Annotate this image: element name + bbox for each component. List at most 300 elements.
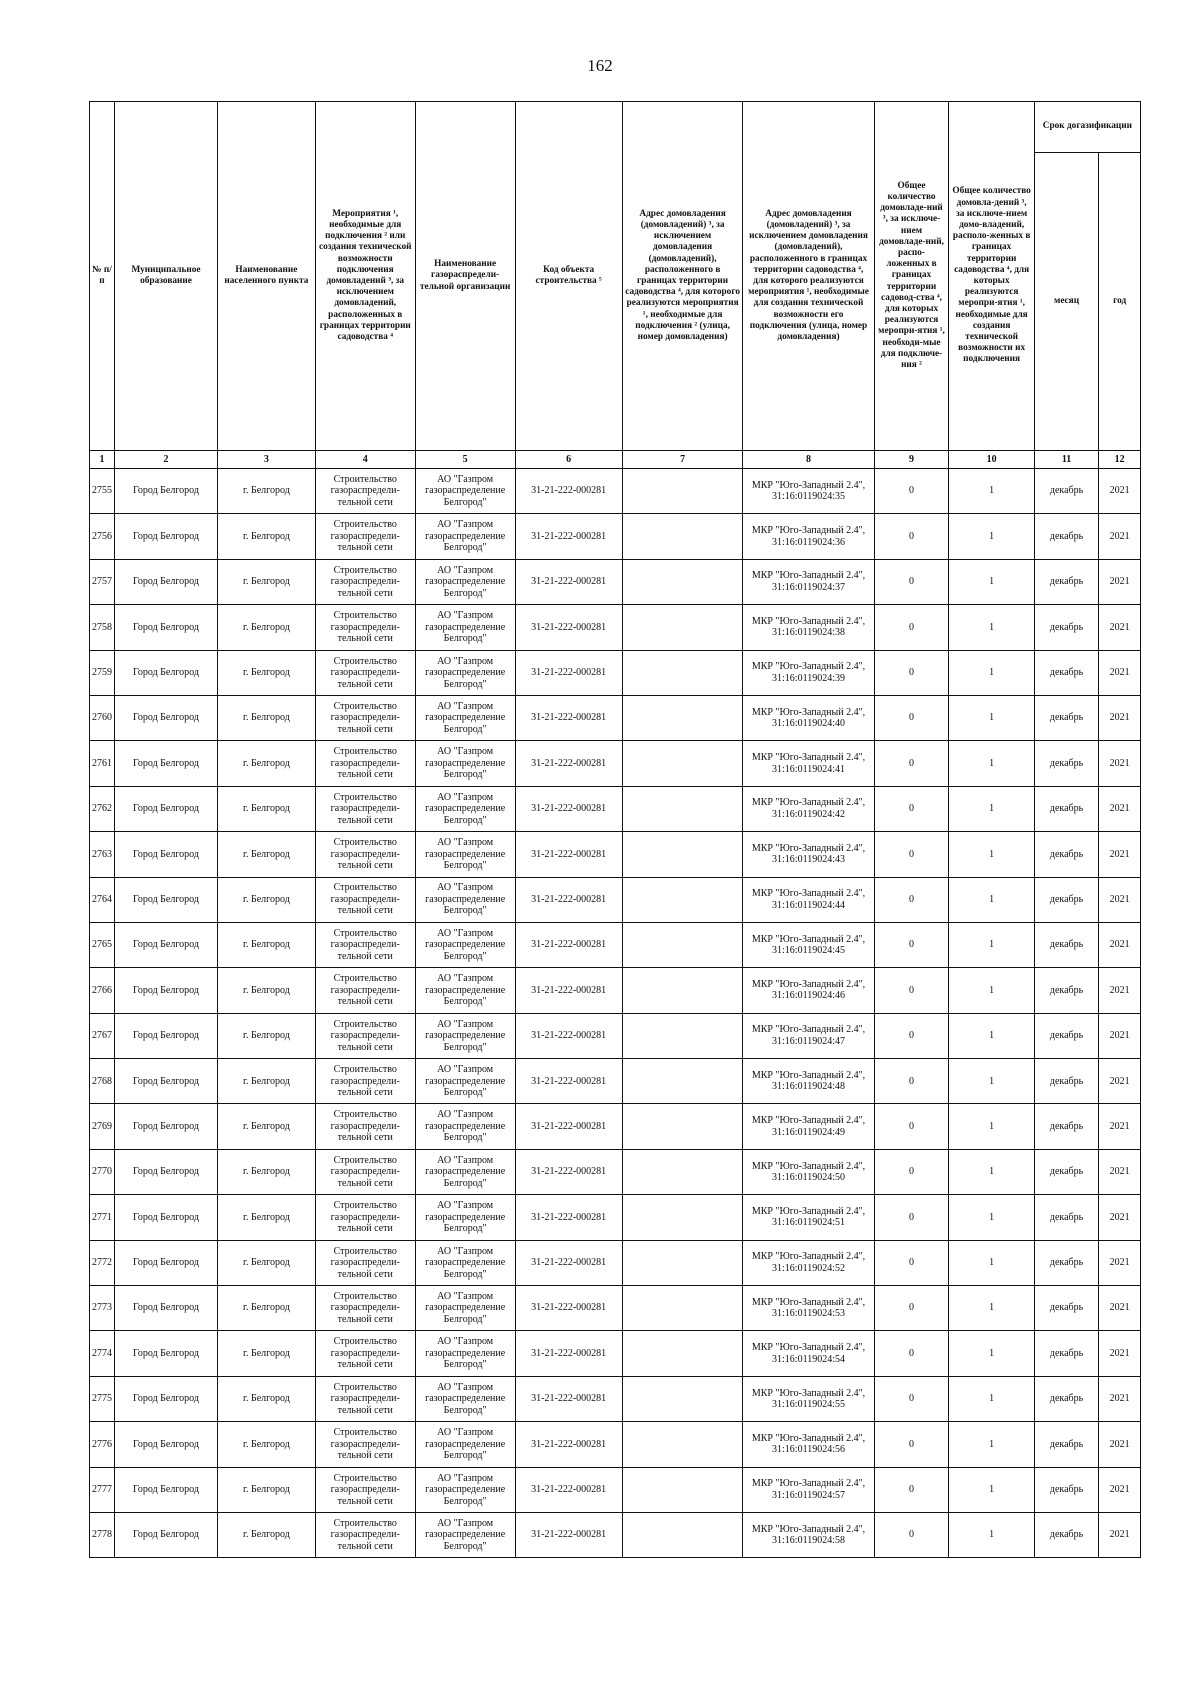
month-cell: декабрь	[1034, 1149, 1099, 1194]
table-row	[90, 559, 1141, 604]
column-number: 3	[217, 451, 315, 469]
year-cell: 2021	[1099, 469, 1141, 514]
address-technical-cell: МКР "Юго-Западный 2.4", 31:16:0119024:56	[743, 1422, 874, 1467]
address-connection-cell	[622, 605, 743, 650]
month-cell: декабрь	[1034, 877, 1099, 922]
municipality-cell: Город Белгород	[114, 605, 217, 650]
municipality-cell: Город Белгород	[114, 1512, 217, 1557]
address-connection-cell	[622, 469, 743, 514]
month-cell: декабрь	[1034, 605, 1099, 650]
count-technical-cell: 1	[949, 1512, 1034, 1557]
municipality-cell: Город Белгород	[114, 650, 217, 695]
row-number-cell: 2765	[90, 922, 115, 967]
measure-cell: Строительство газораспредели-тельной сети	[315, 741, 415, 786]
organization-cell: АО "Газпром газораспределение Белгород"	[415, 1422, 515, 1467]
header-object-code: Код объекта строительства ⁵	[515, 102, 622, 451]
municipality-cell: Город Белгород	[114, 1467, 217, 1512]
object-code-cell: 31-21-222-000281	[515, 1331, 622, 1376]
municipality-cell: Город Белгород	[114, 877, 217, 922]
table-row	[90, 1286, 1141, 1331]
count-connection-cell: 0	[874, 1240, 949, 1285]
count-technical-cell: 1	[949, 605, 1034, 650]
organization-cell: АО "Газпром газораспределение Белгород"	[415, 1013, 515, 1058]
count-connection-cell: 0	[874, 605, 949, 650]
organization-cell: АО "Газпром газораспределение Белгород"	[415, 650, 515, 695]
row-number-cell: 2770	[90, 1149, 115, 1194]
address-connection-cell	[622, 1422, 743, 1467]
address-connection-cell	[622, 650, 743, 695]
year-cell: 2021	[1099, 695, 1141, 740]
table-row	[90, 605, 1141, 650]
month-cell: декабрь	[1034, 1467, 1099, 1512]
object-code-cell: 31-21-222-000281	[515, 1240, 622, 1285]
table-row	[90, 832, 1141, 877]
address-connection-cell	[622, 695, 743, 740]
address-technical-cell: МКР "Юго-Западный 2.4", 31:16:0119024:39	[743, 650, 874, 695]
year-cell: 2021	[1099, 605, 1141, 650]
count-technical-cell: 1	[949, 695, 1034, 740]
count-technical-cell: 1	[949, 922, 1034, 967]
address-connection-cell	[622, 741, 743, 786]
locality-cell: г. Белгород	[217, 469, 315, 514]
column-number: 1	[90, 451, 115, 469]
row-number-cell: 2760	[90, 695, 115, 740]
address-technical-cell: МКР "Юго-Западный 2.4", 31:16:0119024:49	[743, 1104, 874, 1149]
count-technical-cell: 1	[949, 1149, 1034, 1194]
address-technical-cell: МКР "Юго-Западный 2.4", 31:16:0119024:36	[743, 514, 874, 559]
count-connection-cell: 0	[874, 1376, 949, 1421]
table-row	[90, 1013, 1141, 1058]
year-cell: 2021	[1099, 1013, 1141, 1058]
year-cell: 2021	[1099, 786, 1141, 831]
year-cell: 2021	[1099, 514, 1141, 559]
row-number-cell: 2755	[90, 469, 115, 514]
address-connection-cell	[622, 1286, 743, 1331]
count-connection-cell: 0	[874, 1422, 949, 1467]
municipality-cell: Город Белгород	[114, 1286, 217, 1331]
address-technical-cell: МКР "Юго-Западный 2.4", 31:16:0119024:45	[743, 922, 874, 967]
address-technical-cell: МКР "Юго-Западный 2.4", 31:16:0119024:48	[743, 1059, 874, 1104]
address-technical-cell: МКР "Юго-Западный 2.4", 31:16:0119024:51	[743, 1195, 874, 1240]
table-row	[90, 1195, 1141, 1240]
month-cell: декабрь	[1034, 786, 1099, 831]
count-technical-cell: 1	[949, 1013, 1034, 1058]
table-row	[90, 469, 1141, 514]
municipality-cell: Город Белгород	[114, 786, 217, 831]
address-connection-cell	[622, 1512, 743, 1557]
measure-cell: Строительство газораспредели-тельной сети	[315, 695, 415, 740]
organization-cell: АО "Газпром газораспределение Белгород"	[415, 1240, 515, 1285]
table-row	[90, 786, 1141, 831]
object-code-cell: 31-21-222-000281	[515, 1195, 622, 1240]
organization-cell: АО "Газпром газораспределение Белгород"	[415, 1059, 515, 1104]
month-cell: декабрь	[1034, 1240, 1099, 1285]
organization-cell: АО "Газпром газораспределение Белгород"	[415, 1149, 515, 1194]
object-code-cell: 31-21-222-000281	[515, 741, 622, 786]
municipality-cell: Город Белгород	[114, 1104, 217, 1149]
organization-cell: АО "Газпром газораспределение Белгород"	[415, 741, 515, 786]
row-number-cell: 2775	[90, 1376, 115, 1421]
count-technical-cell: 1	[949, 559, 1034, 604]
locality-cell: г. Белгород	[217, 1376, 315, 1421]
table-row	[90, 741, 1141, 786]
column-number-row	[90, 451, 1141, 469]
object-code-cell: 31-21-222-000281	[515, 922, 622, 967]
month-cell: декабрь	[1034, 1104, 1099, 1149]
address-connection-cell	[622, 968, 743, 1013]
count-connection-cell: 0	[874, 1467, 949, 1512]
address-technical-cell: МКР "Юго-Западный 2.4", 31:16:0119024:41	[743, 741, 874, 786]
municipality-cell: Город Белгород	[114, 968, 217, 1013]
count-technical-cell: 1	[949, 877, 1034, 922]
organization-cell: АО "Газпром газораспределение Белгород"	[415, 1286, 515, 1331]
header-organization: Наименование газораспредели-тельной организации	[415, 102, 515, 451]
measure-cell: Строительство газораспредели-тельной сети	[315, 514, 415, 559]
row-number-cell: 2766	[90, 968, 115, 1013]
locality-cell: г. Белгород	[217, 559, 315, 604]
table-row	[90, 1059, 1141, 1104]
year-cell: 2021	[1099, 968, 1141, 1013]
organization-cell: АО "Газпром газораспределение Белгород"	[415, 514, 515, 559]
table-body	[90, 451, 1141, 1558]
table-row	[90, 1376, 1141, 1421]
organization-cell: АО "Газпром газораспределение Белгород"	[415, 1104, 515, 1149]
count-connection-cell: 0	[874, 1104, 949, 1149]
address-technical-cell: МКР "Юго-Западный 2.4", 31:16:0119024:53	[743, 1286, 874, 1331]
year-cell: 2021	[1099, 741, 1141, 786]
locality-cell: г. Белгород	[217, 1240, 315, 1285]
column-number: 4	[315, 451, 415, 469]
municipality-cell: Город Белгород	[114, 1422, 217, 1467]
header-address-connection: Адрес домовладения (домовладений) ³, за исключением домовладения (домовладений), расположенного в границах территории садоводства ⁴, для которого реализуются мероприятия ¹, необходимые для подключения ² (улица, номер домовладения)	[622, 102, 743, 451]
month-cell: декабрь	[1034, 559, 1099, 604]
object-code-cell: 31-21-222-000281	[515, 1059, 622, 1104]
year-cell: 2021	[1099, 1240, 1141, 1285]
address-technical-cell: МКР "Юго-Западный 2.4", 31:16:0119024:37	[743, 559, 874, 604]
table-row	[90, 1512, 1141, 1557]
address-technical-cell: МКР "Юго-Западный 2.4", 31:16:0119024:46	[743, 968, 874, 1013]
count-technical-cell: 1	[949, 469, 1034, 514]
address-connection-cell	[622, 514, 743, 559]
year-cell: 2021	[1099, 1467, 1141, 1512]
year-cell: 2021	[1099, 1512, 1141, 1557]
address-connection-cell	[622, 1467, 743, 1512]
object-code-cell: 31-21-222-000281	[515, 559, 622, 604]
count-technical-cell: 1	[949, 741, 1034, 786]
measure-cell: Строительство газораспредели-тельной сети	[315, 469, 415, 514]
measure-cell: Строительство газораспредели-тельной сети	[315, 1331, 415, 1376]
year-cell: 2021	[1099, 922, 1141, 967]
row-number-cell: 2759	[90, 650, 115, 695]
locality-cell: г. Белгород	[217, 1013, 315, 1058]
organization-cell: АО "Газпром газораспределение Белгород"	[415, 1331, 515, 1376]
object-code-cell: 31-21-222-000281	[515, 1013, 622, 1058]
count-technical-cell: 1	[949, 1195, 1034, 1240]
measure-cell: Строительство газораспредели-тельной сети	[315, 1467, 415, 1512]
column-number: 6	[515, 451, 622, 469]
locality-cell: г. Белгород	[217, 514, 315, 559]
organization-cell: АО "Газпром газораспределение Белгород"	[415, 922, 515, 967]
organization-cell: АО "Газпром газораспределение Белгород"	[415, 605, 515, 650]
count-connection-cell: 0	[874, 741, 949, 786]
row-number-cell: 2774	[90, 1331, 115, 1376]
month-cell: декабрь	[1034, 741, 1099, 786]
object-code-cell: 31-21-222-000281	[515, 877, 622, 922]
count-connection-cell: 0	[874, 1512, 949, 1557]
row-number-cell: 2762	[90, 786, 115, 831]
municipality-cell: Город Белгород	[114, 1149, 217, 1194]
row-number-cell: 2764	[90, 877, 115, 922]
count-connection-cell: 0	[874, 650, 949, 695]
address-connection-cell	[622, 832, 743, 877]
table-row	[90, 1331, 1141, 1376]
header-month: месяц	[1034, 153, 1099, 451]
row-number-cell: 2763	[90, 832, 115, 877]
address-connection-cell	[622, 1013, 743, 1058]
measure-cell: Строительство газораспредели-тельной сети	[315, 786, 415, 831]
row-number-cell: 2761	[90, 741, 115, 786]
object-code-cell: 31-21-222-000281	[515, 1149, 622, 1194]
measure-cell: Строительство газораспредели-тельной сети	[315, 1059, 415, 1104]
row-number-cell: 2778	[90, 1512, 115, 1557]
row-number-cell: 2772	[90, 1240, 115, 1285]
object-code-cell: 31-21-222-000281	[515, 605, 622, 650]
year-cell: 2021	[1099, 1104, 1141, 1149]
address-technical-cell: МКР "Юго-Западный 2.4", 31:16:0119024:44	[743, 877, 874, 922]
address-technical-cell: МКР "Юго-Западный 2.4", 31:16:0119024:57	[743, 1467, 874, 1512]
organization-cell: АО "Газпром газораспределение Белгород"	[415, 832, 515, 877]
municipality-cell: Город Белгород	[114, 1013, 217, 1058]
year-cell: 2021	[1099, 1195, 1141, 1240]
measure-cell: Строительство газораспредели-тельной сети	[315, 1149, 415, 1194]
month-cell: декабрь	[1034, 695, 1099, 740]
locality-cell: г. Белгород	[217, 922, 315, 967]
count-technical-cell: 1	[949, 650, 1034, 695]
locality-cell: г. Белгород	[217, 1104, 315, 1149]
object-code-cell: 31-21-222-000281	[515, 650, 622, 695]
municipality-cell: Город Белгород	[114, 741, 217, 786]
address-technical-cell: МКР "Юго-Западный 2.4", 31:16:0119024:47	[743, 1013, 874, 1058]
measure-cell: Строительство газораспредели-тельной сети	[315, 922, 415, 967]
locality-cell: г. Белгород	[217, 1467, 315, 1512]
count-technical-cell: 1	[949, 1240, 1034, 1285]
count-connection-cell: 0	[874, 1286, 949, 1331]
year-cell: 2021	[1099, 832, 1141, 877]
address-technical-cell: МКР "Юго-Западный 2.4", 31:16:0119024:40	[743, 695, 874, 740]
month-cell: декабрь	[1034, 1512, 1099, 1557]
address-connection-cell	[622, 1376, 743, 1421]
count-connection-cell: 0	[874, 1331, 949, 1376]
measure-cell: Строительство газораспредели-тельной сети	[315, 1512, 415, 1557]
address-connection-cell	[622, 1240, 743, 1285]
count-connection-cell: 0	[874, 469, 949, 514]
locality-cell: г. Белгород	[217, 605, 315, 650]
count-technical-cell: 1	[949, 1059, 1034, 1104]
object-code-cell: 31-21-222-000281	[515, 786, 622, 831]
count-connection-cell: 0	[874, 1059, 949, 1104]
table-row	[90, 1422, 1141, 1467]
column-number: 9	[874, 451, 949, 469]
table-row	[90, 650, 1141, 695]
organization-cell: АО "Газпром газораспределение Белгород"	[415, 968, 515, 1013]
month-cell: декабрь	[1034, 1376, 1099, 1421]
row-number-cell: 2769	[90, 1104, 115, 1149]
year-cell: 2021	[1099, 1149, 1141, 1194]
municipality-cell: Город Белгород	[114, 1376, 217, 1421]
municipality-cell: Город Белгород	[114, 1195, 217, 1240]
locality-cell: г. Белгород	[217, 1512, 315, 1557]
month-cell: декабрь	[1034, 469, 1099, 514]
municipality-cell: Город Белгород	[114, 559, 217, 604]
count-connection-cell: 0	[874, 968, 949, 1013]
count-connection-cell: 0	[874, 922, 949, 967]
locality-cell: г. Белгород	[217, 832, 315, 877]
address-connection-cell	[622, 1195, 743, 1240]
object-code-cell: 31-21-222-000281	[515, 514, 622, 559]
count-connection-cell: 0	[874, 695, 949, 740]
year-cell: 2021	[1099, 1422, 1141, 1467]
table-row	[90, 1149, 1141, 1194]
object-code-cell: 31-21-222-000281	[515, 695, 622, 740]
row-number-cell: 2758	[90, 605, 115, 650]
row-number-cell: 2757	[90, 559, 115, 604]
month-cell: декабрь	[1034, 922, 1099, 967]
row-number-cell: 2756	[90, 514, 115, 559]
organization-cell: АО "Газпром газораспределение Белгород"	[415, 559, 515, 604]
organization-cell: АО "Газпром газораспределение Белгород"	[415, 695, 515, 740]
object-code-cell: 31-21-222-000281	[515, 1467, 622, 1512]
column-number: 10	[949, 451, 1034, 469]
municipality-cell: Город Белгород	[114, 514, 217, 559]
count-connection-cell: 0	[874, 1195, 949, 1240]
measure-cell: Строительство газораспредели-тельной сети	[315, 1286, 415, 1331]
year-cell: 2021	[1099, 1286, 1141, 1331]
address-technical-cell: МКР "Юго-Западный 2.4", 31:16:0119024:38	[743, 605, 874, 650]
row-number-cell: 2776	[90, 1422, 115, 1467]
address-technical-cell: МКР "Юго-Западный 2.4", 31:16:0119024:42	[743, 786, 874, 831]
municipality-cell: Город Белгород	[114, 832, 217, 877]
organization-cell: АО "Газпром газораспределение Белгород"	[415, 1512, 515, 1557]
locality-cell: г. Белгород	[217, 1286, 315, 1331]
count-connection-cell: 0	[874, 559, 949, 604]
table-row	[90, 1240, 1141, 1285]
table-row	[90, 968, 1141, 1013]
measure-cell: Строительство газораспредели-тельной сети	[315, 1104, 415, 1149]
count-connection-cell: 0	[874, 1149, 949, 1194]
month-cell: декабрь	[1034, 832, 1099, 877]
address-connection-cell	[622, 559, 743, 604]
count-technical-cell: 1	[949, 1376, 1034, 1421]
address-technical-cell: МКР "Юго-Западный 2.4", 31:16:0119024:50	[743, 1149, 874, 1194]
month-cell: декабрь	[1034, 514, 1099, 559]
locality-cell: г. Белгород	[217, 1059, 315, 1104]
address-connection-cell	[622, 877, 743, 922]
month-cell: декабрь	[1034, 1422, 1099, 1467]
header-address-technical: Адрес домовладения (домовладений) ³, за исключением домовладения (домовладений), расположенного в границах территории садоводства ⁴, для которого реализуются мероприятия ¹, необходимые для создания технической возможности его подключения (улица, номер домовладения)	[743, 102, 874, 451]
table-row	[90, 1467, 1141, 1512]
locality-cell: г. Белгород	[217, 1331, 315, 1376]
measure-cell: Строительство газораспредели-тельной сети	[315, 1195, 415, 1240]
year-cell: 2021	[1099, 559, 1141, 604]
address-technical-cell: МКР "Юго-Западный 2.4", 31:16:0119024:43	[743, 832, 874, 877]
table-row	[90, 922, 1141, 967]
count-technical-cell: 1	[949, 1331, 1034, 1376]
table-row	[90, 1104, 1141, 1149]
month-cell: декабрь	[1034, 1286, 1099, 1331]
measure-cell: Строительство газораспредели-тельной сети	[315, 1376, 415, 1421]
organization-cell: АО "Газпром газораспределение Белгород"	[415, 1467, 515, 1512]
row-number-cell: 2773	[90, 1286, 115, 1331]
object-code-cell: 31-21-222-000281	[515, 1422, 622, 1467]
organization-cell: АО "Газпром газораспределение Белгород"	[415, 1195, 515, 1240]
header-deadline: Срок догазификации	[1034, 102, 1140, 153]
table-row	[90, 877, 1141, 922]
row-number-cell: 2777	[90, 1467, 115, 1512]
locality-cell: г. Белгород	[217, 1195, 315, 1240]
column-number: 7	[622, 451, 743, 469]
month-cell: декабрь	[1034, 1059, 1099, 1104]
count-technical-cell: 1	[949, 1422, 1034, 1467]
object-code-cell: 31-21-222-000281	[515, 1376, 622, 1421]
object-code-cell: 31-21-222-000281	[515, 832, 622, 877]
object-code-cell: 31-21-222-000281	[515, 968, 622, 1013]
header-number: № п/п	[90, 102, 115, 451]
measure-cell: Строительство газораспредели-тельной сети	[315, 832, 415, 877]
month-cell: декабрь	[1034, 1195, 1099, 1240]
address-connection-cell	[622, 786, 743, 831]
table-row	[90, 695, 1141, 740]
measure-cell: Строительство газораспредели-тельной сети	[315, 968, 415, 1013]
count-technical-cell: 1	[949, 968, 1034, 1013]
measure-cell: Строительство газораспредели-тельной сети	[315, 605, 415, 650]
header-count-technical: Общее количество домовла-дений ³, за исключе-нием домо-владений, располо-женных в границах территории садоводства ⁴, для которых реализуются меропри-ятия ¹, необходимые для создания технической возможности их подключения	[949, 102, 1034, 451]
column-number: 5	[415, 451, 515, 469]
measure-cell: Строительство газораспредели-тельной сети	[315, 650, 415, 695]
address-technical-cell: МКР "Юго-Западный 2.4", 31:16:0119024:54	[743, 1331, 874, 1376]
measure-cell: Строительство газораспредели-тельной сети	[315, 877, 415, 922]
month-cell: декабрь	[1034, 968, 1099, 1013]
row-number-cell: 2768	[90, 1059, 115, 1104]
organization-cell: АО "Газпром газораспределение Белгород"	[415, 786, 515, 831]
locality-cell: г. Белгород	[217, 1149, 315, 1194]
count-technical-cell: 1	[949, 514, 1034, 559]
locality-cell: г. Белгород	[217, 695, 315, 740]
locality-cell: г. Белгород	[217, 968, 315, 1013]
gasification-table	[89, 101, 1141, 1558]
address-technical-cell: МКР "Юго-Западный 2.4", 31:16:0119024:52	[743, 1240, 874, 1285]
column-number: 2	[114, 451, 217, 469]
table-header	[90, 102, 1141, 451]
address-connection-cell	[622, 1059, 743, 1104]
count-connection-cell: 0	[874, 786, 949, 831]
address-connection-cell	[622, 1149, 743, 1194]
column-number: 11	[1034, 451, 1099, 469]
organization-cell: АО "Газпром газораспределение Белгород"	[415, 877, 515, 922]
municipality-cell: Город Белгород	[114, 695, 217, 740]
municipality-cell: Город Белгород	[114, 469, 217, 514]
year-cell: 2021	[1099, 1331, 1141, 1376]
year-cell: 2021	[1099, 877, 1141, 922]
locality-cell: г. Белгород	[217, 741, 315, 786]
year-cell: 2021	[1099, 1376, 1141, 1421]
count-connection-cell: 0	[874, 1013, 949, 1058]
locality-cell: г. Белгород	[217, 877, 315, 922]
measure-cell: Строительство газораспредели-тельной сети	[315, 1422, 415, 1467]
column-number: 12	[1099, 451, 1141, 469]
month-cell: декабрь	[1034, 1331, 1099, 1376]
row-number-cell: 2771	[90, 1195, 115, 1240]
month-cell: декабрь	[1034, 1013, 1099, 1058]
